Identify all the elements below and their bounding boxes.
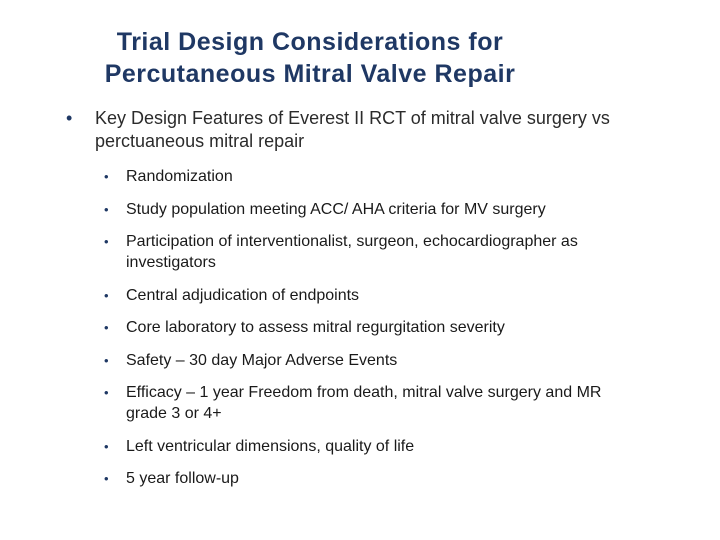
sub-bullet-item [104,231,624,273]
sub-bullet-text: Study population meeting ACC/ AHA criteria for MV surgery [126,200,546,218]
sub-bullet-item [104,350,624,371]
bullet-dot-icon: • [104,438,109,454]
title-line-1: Trial Design Considerations for [116,28,504,56]
main-bullet-text: Key Design Features of Everest II RCT of mitral valve surgery vs perctuaneous mitral repair [95,108,610,151]
sub-bullet-item [104,317,624,338]
slide-title [40,26,580,90]
sub-bullet-text: 5 year follow-up [126,470,239,487]
bullet-dot-icon: • [104,234,109,249]
sub-bullet-text: Safety – 30 day Major Adverse Events [126,351,398,369]
sub-bullet-text: Core laboratory to assess mitral regurgitation severity [126,319,505,336]
bullet-dot-icon: • [104,201,109,217]
sub-bullet-item [104,166,624,187]
bullet-dot-icon: • [104,287,109,303]
bullet-dot-icon: • [104,320,109,335]
sub-bullet-item [104,436,624,457]
sub-bullet-text: Efficacy – 1 year Freedom from death, mitral valve surgery and MR grade 3 or 4+ [126,384,602,422]
sub-bullet-text: Left ventricular dimensions, quality of life [126,437,415,455]
bullet-dot-icon: • [104,385,109,400]
bullet-dot-icon: • [104,352,109,368]
sub-bullet-list [104,166,624,501]
sub-bullet-item [104,285,624,306]
bullet-dot-icon: • [66,108,73,128]
bullet-dot-icon: • [104,471,109,486]
sub-bullet-text: Central adjudication of endpoints [126,286,360,304]
title-line-2: Percutaneous Mitral Valve Repair [104,60,516,88]
sub-bullet-text: Randomization [126,168,233,185]
sub-bullet-item [104,199,624,220]
bullet-dot-icon: • [104,169,109,184]
sub-bullet-item [104,382,624,424]
sub-bullet-text: Participation of interventionalist, surgeon, echocardiographer as investigators [126,233,578,271]
main-bullet [66,107,626,153]
sub-bullet-item [104,468,624,489]
